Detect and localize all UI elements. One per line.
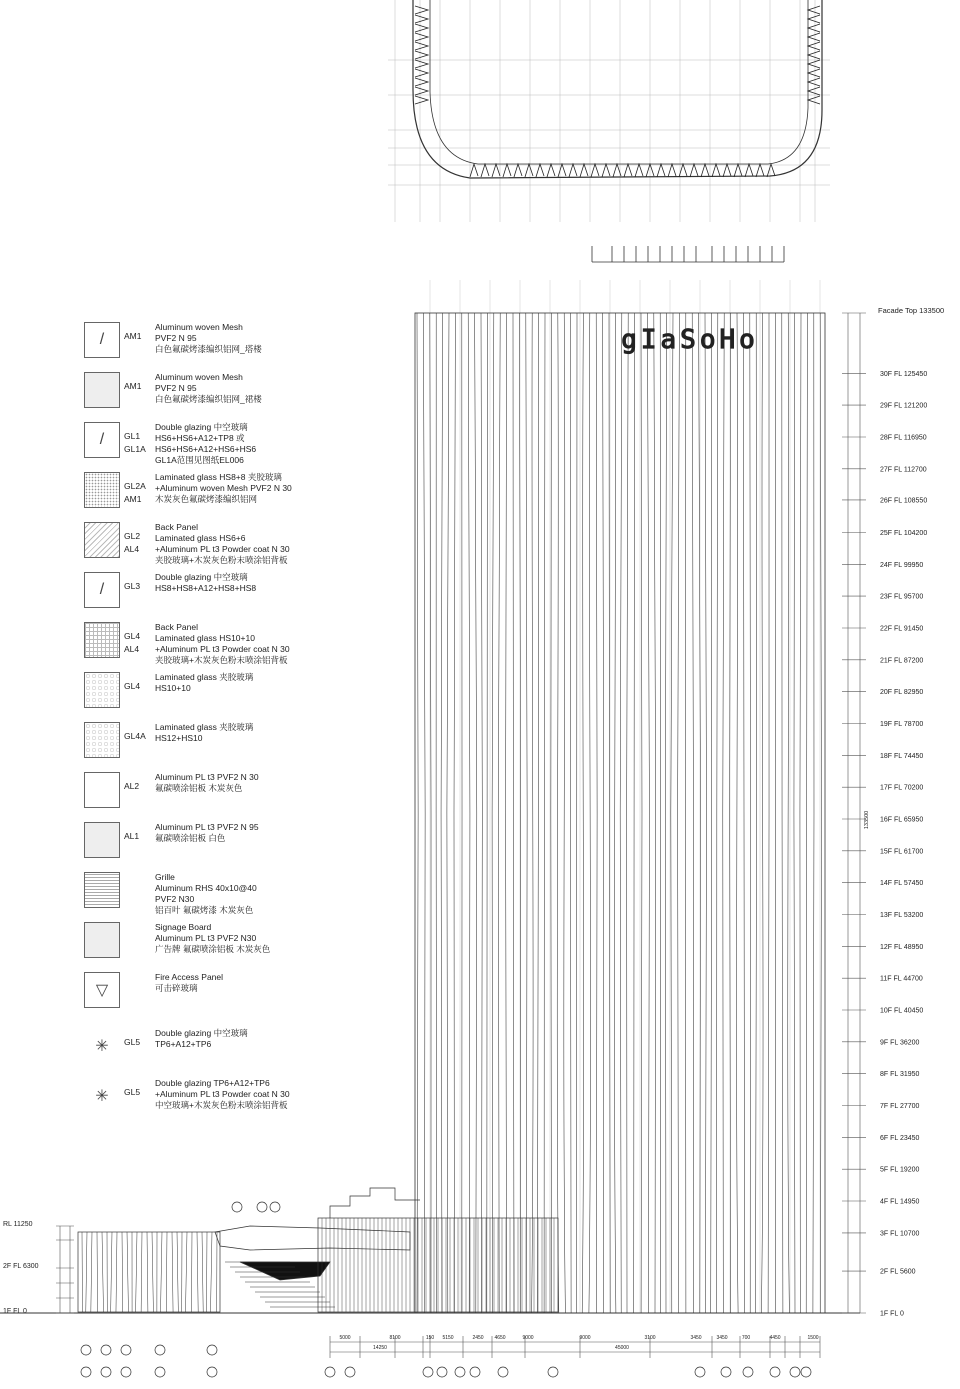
- truss-mark: [808, 60, 820, 68]
- level-label: 1F FL 0: [880, 1310, 904, 1318]
- legend-swatch: [84, 322, 120, 358]
- grid-bubble: [695, 1367, 705, 1377]
- facade-fin: [596, 313, 597, 1313]
- podium-fin: [152, 1232, 153, 1312]
- grid-bubble: [101, 1367, 111, 1377]
- podium-fin: [111, 1232, 112, 1312]
- grid-bubble: [548, 1367, 558, 1377]
- legend-swatch: [84, 1028, 120, 1064]
- facade-fin: [813, 313, 814, 1313]
- grid-bubble: [121, 1345, 131, 1355]
- level-label: 3F FL 10700: [880, 1230, 920, 1238]
- truss-mark: [808, 24, 820, 32]
- level-labels: [880, 371, 927, 1318]
- facade-fin: [526, 313, 527, 1313]
- right-dimension-chain: [842, 313, 866, 1313]
- podium-left-block: [78, 1232, 220, 1312]
- podium-fin: [211, 1232, 212, 1312]
- truss-mark: [808, 6, 820, 14]
- podium-fin: [197, 1232, 198, 1312]
- truss-mark: [525, 164, 533, 177]
- level-label: 2F FL 5600: [880, 1268, 916, 1276]
- facade-fin: [794, 313, 795, 1313]
- truss-mark: [808, 15, 820, 23]
- facade-fin: [447, 313, 449, 1313]
- grid-bubble: [721, 1367, 731, 1377]
- podium-canopy: [240, 1262, 330, 1280]
- podium-mid-fins: [322, 1218, 554, 1312]
- legend-code: GL4: [124, 681, 141, 691]
- facade-fin: [723, 313, 724, 1313]
- plan-truss-marks: [415, 6, 820, 177]
- facade-fin: [634, 313, 635, 1313]
- tower-gridlines: [430, 280, 820, 1313]
- legend-description: Fire Access Panel 可击碎玻璃: [155, 972, 224, 993]
- legend-item: [84, 468, 384, 518]
- truss-mark: [808, 51, 820, 59]
- level-label: 27F FL 112700: [880, 466, 927, 474]
- truss-mark: [745, 164, 753, 177]
- truss-mark: [591, 164, 599, 177]
- truss-mark: [415, 6, 428, 14]
- grid-bubble: [81, 1345, 91, 1355]
- facade-fin: [692, 313, 693, 1313]
- legend-code: AL1: [124, 831, 140, 841]
- level-label: 7F FL 27700: [880, 1103, 920, 1110]
- legend-swatch: [84, 1078, 120, 1114]
- dimension-label: 1500: [807, 1335, 819, 1341]
- legend-code: GL3: [124, 581, 141, 591]
- level-label: 19F FL 78700: [880, 721, 924, 728]
- podium-bridge-roof: [215, 1226, 410, 1250]
- truss-mark: [547, 164, 555, 177]
- dimension-label: 4450: [769, 1335, 781, 1341]
- grid-bubble: [345, 1367, 355, 1377]
- facade-fin: [570, 313, 571, 1313]
- podium-fin: [172, 1232, 173, 1312]
- podium-fin: [102, 1232, 103, 1312]
- legend-item: [84, 1024, 384, 1074]
- level-label: 9F FL 36200: [880, 1039, 920, 1047]
- legend-swatch: [84, 572, 120, 608]
- triangle-icon: ▽: [95, 982, 109, 999]
- legend-swatch: [84, 822, 120, 858]
- legend-item: [84, 868, 384, 918]
- dimension-label: 3100: [644, 1335, 656, 1341]
- grid-bubble: [498, 1367, 508, 1377]
- truss-mark: [514, 164, 522, 177]
- truss-mark: [415, 78, 428, 86]
- facade-fin: [537, 313, 538, 1313]
- grid-bubble: [121, 1367, 131, 1377]
- dimension-label: 2450: [472, 1335, 484, 1341]
- dimension-label: 45000: [615, 1345, 629, 1351]
- podium-fin: [177, 1232, 178, 1312]
- facade-fin: [487, 313, 488, 1313]
- legend-description: Laminated glass 夹胶玻璃 HS12+HS10: [155, 722, 254, 743]
- legend-item: [84, 768, 384, 818]
- grid-bubble: [325, 1367, 335, 1377]
- grid-bubble: [801, 1367, 811, 1377]
- truss-mark: [558, 164, 566, 177]
- legend-code: GL5: [124, 1087, 141, 1097]
- facade-fin: [417, 313, 418, 1313]
- facade-fin: [551, 313, 552, 1313]
- facade-fin: [627, 313, 629, 1313]
- level-label: 12F FL 48950: [880, 943, 924, 951]
- facade-fin: [647, 313, 649, 1313]
- dimension-label: 8100: [389, 1335, 401, 1341]
- slash-icon: /: [99, 331, 105, 348]
- truss-mark: [415, 33, 428, 41]
- legend-swatch: [84, 472, 120, 508]
- truss-mark: [690, 164, 698, 177]
- truss-mark: [668, 164, 676, 177]
- facade-fin: [737, 313, 739, 1313]
- podium-fin: [122, 1232, 123, 1312]
- facade-fin: [423, 313, 425, 1313]
- level-label: 30F FL 125450: [880, 370, 928, 378]
- grid-bubble: [270, 1202, 280, 1212]
- level-label: 29F FL 121200: [880, 402, 928, 410]
- grid-bubble: [257, 1202, 267, 1212]
- truss-mark: [657, 164, 665, 177]
- facade-fin: [582, 313, 583, 1313]
- legend-description: Back Panel Laminated glass HS6+6 +Aluminum PL t3 Powder coat N 30 夹胶玻璃+木炭灰色粉末喷涂铝背板: [155, 522, 290, 565]
- legend-description: Aluminum woven Mesh PVF2 N 95 白色氟碳烤漆编织铝网_裙楼: [155, 372, 262, 404]
- facade-fin: [492, 313, 494, 1313]
- legend-item: [84, 368, 384, 418]
- truss-mark: [808, 69, 820, 77]
- truss-mark: [808, 96, 820, 104]
- facade-fin: [665, 313, 666, 1313]
- legend-item: [84, 618, 384, 668]
- asterisk-icon: ✳: [95, 1038, 109, 1055]
- material-legend: [84, 318, 384, 1124]
- truss-mark: [569, 164, 577, 177]
- bottom-dimension-labels: [339, 1335, 818, 1351]
- facade-fin: [620, 313, 622, 1313]
- facade-fin: [532, 313, 533, 1313]
- dimension-label: 14250: [373, 1345, 387, 1351]
- plan-outline-outer: [413, 0, 822, 178]
- facade-fin: [678, 313, 680, 1313]
- grid-bubble: [155, 1367, 165, 1377]
- truss-mark: [808, 33, 820, 41]
- legend-item: [84, 518, 384, 568]
- truss-mark: [415, 24, 428, 32]
- podium-fin: [86, 1232, 87, 1312]
- legend-code: GL4 AL4: [124, 631, 141, 654]
- truss-mark: [624, 164, 632, 177]
- dimension-label: 9000: [579, 1335, 591, 1341]
- grid-bubble: [232, 1202, 242, 1212]
- facade-fin: [468, 313, 470, 1313]
- truss-mark: [635, 164, 643, 177]
- truss-mark: [470, 164, 478, 177]
- legend-swatch: [84, 622, 120, 658]
- podium-fin: [116, 1232, 117, 1312]
- facade-fin: [505, 313, 506, 1313]
- level-label: 21F FL 87200: [880, 657, 924, 665]
- legend-description: Double glazing 中空玻璃 TP6+A12+TP6: [155, 1028, 248, 1049]
- facade-fin: [544, 313, 545, 1313]
- legend-code: AL2: [124, 781, 140, 791]
- legend-description: Back Panel Laminated glass HS10+10 +Aluminum PL t3 Powder coat N 30 夹胶玻璃+木炭灰色粉末喷涂铝背板: [155, 622, 290, 665]
- truss-mark: [602, 164, 610, 177]
- facade-fin: [717, 313, 718, 1313]
- legend-item: [84, 418, 384, 468]
- facade-fin: [768, 313, 769, 1313]
- facade-fin: [671, 313, 673, 1313]
- dimension-label: 3450: [716, 1335, 728, 1341]
- truss-mark: [808, 78, 820, 86]
- podium-level-2f: 2F FL 6300: [3, 1263, 39, 1270]
- level-label: 22F FL 91450: [880, 625, 924, 633]
- truss-mark: [756, 164, 764, 177]
- podium-level-1f: 1F FL 0: [3, 1308, 27, 1315]
- grid-bubble: [81, 1367, 91, 1377]
- legend-description: Aluminum woven Mesh PVF2 N 95 白色氟碳烤漆编织铝网_塔楼: [155, 322, 262, 354]
- grid-bubble: [455, 1367, 465, 1377]
- level-label: 5F FL 19200: [880, 1166, 920, 1174]
- facade-fin: [761, 313, 763, 1313]
- legend-code: AM1: [124, 331, 142, 341]
- facade-fin: [481, 313, 482, 1313]
- legend-description: Laminated glass 夹胶玻璃 HS10+10: [155, 672, 254, 693]
- truss-mark: [415, 60, 428, 68]
- truss-mark: [808, 42, 820, 50]
- facade-fin: [756, 313, 757, 1313]
- facade-fin: [564, 313, 566, 1313]
- legend-item: [84, 818, 384, 868]
- grid-bubble: [770, 1367, 780, 1377]
- legend-item: [84, 968, 384, 1018]
- legend-description: Double glazing 中空玻璃 HS8+HS8+A12+HS8+HS8: [155, 572, 257, 593]
- facade-fin: [654, 313, 656, 1313]
- legend-swatch: [84, 772, 120, 808]
- truss-mark: [712, 164, 720, 177]
- podium-stepped-roof: [330, 1188, 420, 1218]
- legend-description: Double glazing 中空玻璃 HS6+HS6+A12+TP8 或 HS6+HS6+A12+HS6+HS6 GL1A范围见图纸EL006: [155, 422, 257, 465]
- truss-mark: [415, 15, 428, 23]
- podium-fin: [191, 1232, 192, 1312]
- legend-code: GL5: [124, 1037, 141, 1047]
- legend-swatch: [84, 672, 120, 708]
- podium-fin: [202, 1232, 203, 1312]
- legend-description: Signage Board Aluminum PL t3 PVF2 N30 广告牌 氟碳喷涂铝板 木炭灰色: [155, 922, 271, 954]
- podium-fin: [161, 1232, 162, 1312]
- legend-code: GL2 AL4: [124, 531, 141, 554]
- legend-item: [84, 718, 384, 768]
- facade-fin: [475, 313, 477, 1313]
- facade-fin: [800, 313, 801, 1313]
- level-label: 6F FL 23450: [880, 1134, 920, 1142]
- level-label: 15F FL 61700: [880, 848, 924, 856]
- level-label: 16F FL 65950: [880, 816, 924, 824]
- facade-fin: [614, 313, 615, 1313]
- grid-bubble: [207, 1367, 217, 1377]
- level-label: 28F FL 116950: [880, 434, 927, 442]
- truss-mark: [415, 51, 428, 59]
- dimension-label: 4650: [494, 1335, 506, 1341]
- level-label: 20F FL 82950: [880, 689, 924, 697]
- facade-fin: [589, 313, 591, 1313]
- podium-fin: [147, 1232, 148, 1312]
- truss-mark: [481, 164, 489, 177]
- slash-icon: /: [99, 431, 105, 448]
- level-label: 4F FL 14950: [880, 1198, 920, 1206]
- facade-fin: [513, 313, 514, 1313]
- dimension-label: 5150: [442, 1335, 454, 1341]
- grid-bubble: [155, 1345, 165, 1355]
- grid-bubble: [470, 1367, 480, 1377]
- legend-swatch: [84, 722, 120, 758]
- level-label: 23F FL 95700: [880, 593, 924, 601]
- truss-mark: [701, 164, 709, 177]
- podium-fin: [127, 1232, 128, 1312]
- legend-swatch: [84, 972, 120, 1008]
- facade-fin: [436, 313, 437, 1313]
- legend-code: GL2A AM1: [124, 481, 146, 504]
- legend-item: [84, 318, 384, 368]
- total-height-label: 133500: [864, 810, 870, 830]
- facade-fin: [498, 313, 500, 1313]
- grid-bubble: [207, 1345, 217, 1355]
- scale-ticks: [592, 246, 784, 262]
- grid-bubble: [101, 1345, 111, 1355]
- level-label: 26F FL 108550: [880, 497, 928, 505]
- facade-fin: [750, 313, 751, 1313]
- facade-fin: [782, 313, 783, 1313]
- grid-bubble: [743, 1367, 753, 1377]
- facade-fin: [820, 313, 821, 1313]
- legend-description: Double glazing TP6+A12+TP6 +Aluminum PL t3 Powder coat N 30 中空玻璃+木炭灰色粉末喷涂铝背板: [155, 1078, 290, 1110]
- legend-item: [84, 918, 384, 968]
- truss-mark: [415, 42, 428, 50]
- level-label: 10F FL 40450: [880, 1007, 924, 1015]
- facade-fin: [711, 313, 712, 1313]
- legend-swatch: [84, 422, 120, 458]
- grid-bubble: [437, 1367, 447, 1377]
- asterisk-icon: ✳: [95, 1088, 109, 1105]
- facade-fin: [576, 313, 577, 1313]
- facade-fin: [557, 313, 559, 1313]
- plan-outline-inner: [430, 0, 808, 164]
- legend-swatch: [84, 872, 120, 908]
- truss-mark: [415, 96, 428, 104]
- podium-left-fins: [82, 1232, 217, 1312]
- brand-signage: gIaSoHo: [621, 325, 759, 355]
- legend-description: Aluminum PL t3 PVF2 N 30 氟碳喷涂铝板 木炭灰色: [155, 772, 259, 793]
- level-label: 13F FL 53200: [880, 912, 924, 919]
- legend-code: GL4A: [124, 731, 146, 741]
- level-label: 8F FL 31950: [880, 1071, 920, 1079]
- podium-dimension-chain: [56, 1226, 74, 1313]
- dimension-label: 150: [425, 1335, 435, 1341]
- legend-description: Aluminum PL t3 PVF2 N 95 氟碳喷涂铝板 白色: [155, 822, 259, 843]
- legend-item: [84, 1074, 384, 1124]
- podium-fin: [141, 1232, 142, 1312]
- legend-description: Grille Aluminum RHS 40x10@40 PVF2 N30 铝百叶 氟碳烤漆 木炭灰色: [155, 872, 257, 915]
- podium-fin: [91, 1232, 92, 1312]
- legend-item: [84, 668, 384, 718]
- tower-elevation: [415, 280, 825, 1313]
- truss-mark: [723, 164, 731, 177]
- grid-bubble: [790, 1367, 800, 1377]
- truss-mark: [580, 164, 588, 177]
- dimension-label: 5000: [339, 1335, 351, 1341]
- facade-fin: [806, 313, 807, 1313]
- podium-fin: [97, 1232, 98, 1312]
- tower-plan-view: [388, 0, 830, 222]
- level-label: 14F FL 57450: [880, 880, 924, 888]
- legend-item: [84, 568, 384, 618]
- truss-mark: [415, 87, 428, 95]
- legend-code: AM1: [124, 381, 142, 391]
- level-label: 24F FL 99950: [880, 561, 924, 569]
- level-label: 17F FL 70200: [880, 784, 924, 792]
- facade-fin: [699, 313, 701, 1313]
- podium-level-rl: RL 11250: [3, 1221, 33, 1228]
- podium-fin: [206, 1232, 207, 1312]
- truss-mark: [415, 69, 428, 77]
- facade-fin: [641, 313, 642, 1313]
- facade-fin: [454, 313, 455, 1313]
- slash-icon: /: [99, 581, 105, 598]
- facade-fin: [660, 313, 661, 1313]
- dimension-label: 700: [741, 1335, 751, 1341]
- legend-code: GL1 GL1A: [124, 431, 146, 454]
- facade-fin: [743, 313, 744, 1313]
- level-label: 11F FL 44700: [880, 975, 923, 983]
- truss-mark: [808, 87, 820, 95]
- tower-facade-fins: [417, 313, 822, 1313]
- truss-mark: [734, 164, 742, 177]
- podium-fin: [186, 1232, 187, 1312]
- facade-top-label: Facade Top 133500: [878, 306, 945, 315]
- facade-fin: [788, 313, 790, 1313]
- legend-swatch: [84, 372, 120, 408]
- plan-grid-lines: [388, 0, 830, 222]
- legend-swatch: [84, 922, 120, 958]
- legend-description: Laminated glass HS8+8 夹胶玻璃 +Aluminum woven Mesh PVF2 N 30 木炭灰色氟碳烤漆编织铝网: [155, 472, 292, 504]
- truss-mark: [492, 164, 500, 177]
- podium-fin: [166, 1232, 167, 1312]
- facade-fin: [603, 313, 604, 1313]
- facade-fin: [705, 313, 707, 1313]
- facade-fin: [441, 313, 443, 1313]
- truss-mark: [536, 164, 544, 177]
- facade-fin: [685, 313, 686, 1313]
- grid-bubble: [423, 1367, 433, 1377]
- legend-swatch: [84, 522, 120, 558]
- podium-fin: [136, 1232, 137, 1312]
- truss-mark: [503, 164, 511, 177]
- level-label: 25F FL 104200: [880, 530, 928, 537]
- level-label: 18F FL 74450: [880, 752, 924, 760]
- dimension-label: 9000: [522, 1335, 534, 1341]
- dimension-label: 3450: [690, 1335, 702, 1341]
